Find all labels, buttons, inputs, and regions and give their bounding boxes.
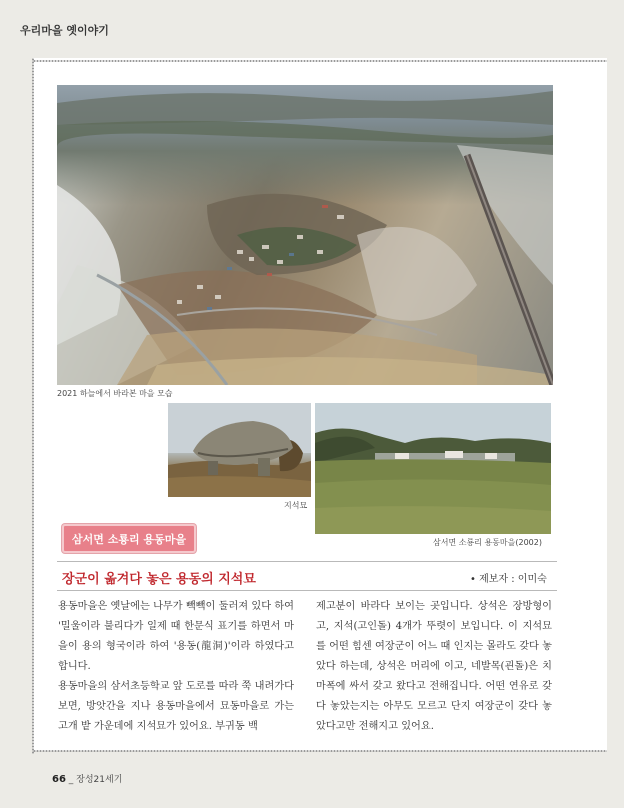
article-paragraph: 용동마을은 옛날에는 나무가 빽빽이 둘러져 있다 하여 '밀울이라 불리다가 일제 때 한문식 표기를 하면서 마을이 용의 형국이라 하여 '용동(龍洞)'이라 하였다고 합니다. (58, 601, 294, 672)
dotted-border-bottom (33, 748, 607, 754)
dolmen-photo (168, 403, 311, 497)
village-photo-caption: 삼서면 소룡리 용동마을(2002) (433, 538, 542, 547)
article-paragraph: 용동마을의 삼서초등학교 앞 도로를 따라 쭉 내려가다 보면, 방앗간을 지나 용동마을에서 묘동마을로 가는 고개 밭 가운데에 지석묘가 있어요. 부귀동 백 (58, 681, 294, 732)
dotted-border-top (33, 58, 607, 64)
dotted-border-left (30, 58, 36, 754)
aerial-village-photo (57, 85, 553, 385)
article-column-right (316, 597, 552, 737)
magazine-name: _ 장성21세기 (68, 775, 123, 785)
dolmen-photo-caption: 지석묘 (284, 501, 308, 510)
divider-bottom (57, 590, 557, 591)
article-column-left (58, 597, 294, 737)
reporter-credit: • 제보자 : 이미숙 (470, 574, 547, 585)
aerial-photo-caption: 2021 하늘에서 바라본 마을 모습 (57, 389, 173, 398)
section-label: 우리마을 옛이야기 (20, 24, 109, 37)
location-badge: 삼서면 소룡리 용동마을 (62, 524, 196, 553)
yongdong-village-photo (315, 403, 551, 534)
article-title: 장군이 옮겨다 놓은 용동의 지석묘 (62, 572, 256, 587)
divider-top (57, 561, 557, 562)
page-footer (52, 772, 122, 785)
article-paragraph: 제고분이 바라다 보이는 곳입니다. 상석은 장방형이고, 지석(고인돌) 4개가 뚜렷이 보입니다. 이 지석묘를 어떤 힘센 여장군이 어느 때 인지는 몰라도 갖다 놓았다 하는데, 상석은 머리에 이고, 네발목(괸돌)은 치마폭에 싸서 갖고 왔다고 전해집니다. 어떤 연유로 갖다 놓았는지는 아무도 모르고 단지 여장군이 갖다 놓았다고만 전해지고 있어요. (316, 601, 552, 732)
page-number: 66 (52, 774, 66, 785)
